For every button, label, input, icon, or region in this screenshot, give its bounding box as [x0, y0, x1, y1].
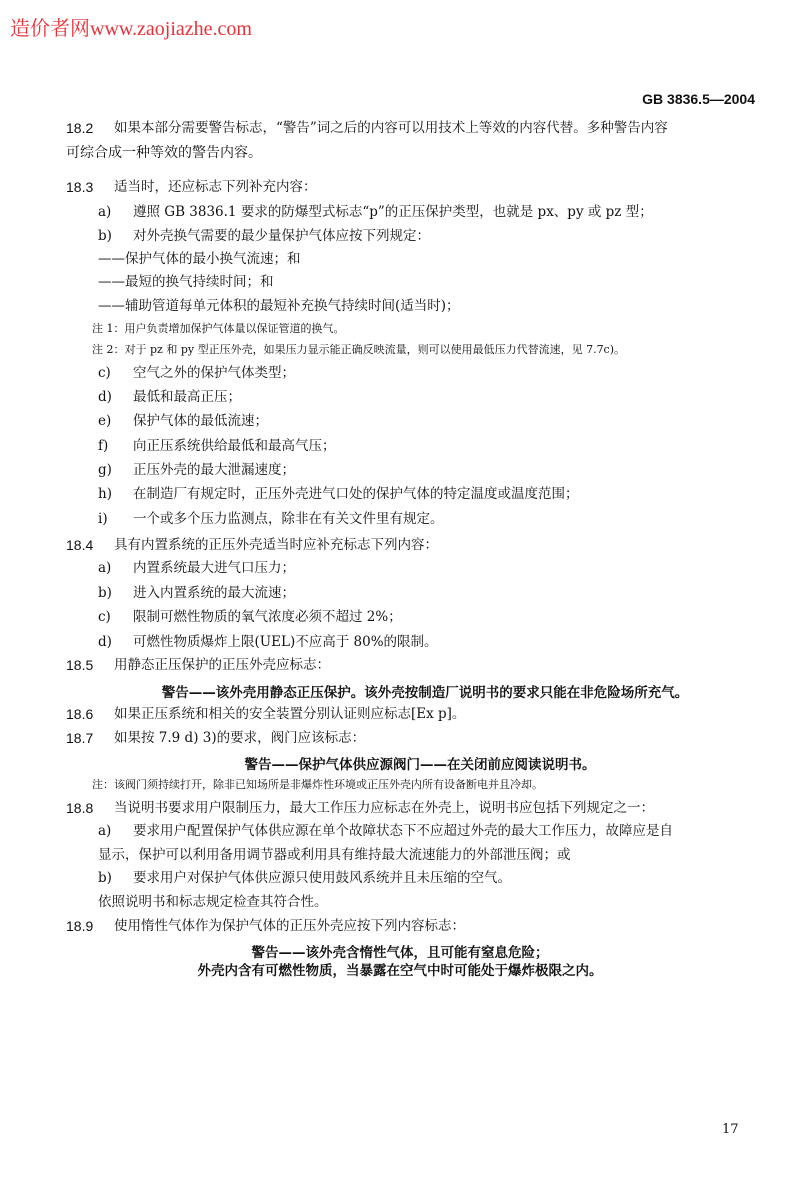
note-text: 注 2：对于 pz 和 py 型正压外壳，如果压力显示能正确反映流量，则可以使用最低压力代替流速，见 7.7c)。 [92, 343, 626, 356]
dash-text: ——最短的换气持续时间；和 [98, 274, 274, 290]
note-text: 注 1：用户负责增加保护气体量以保证管道的换气。 [92, 322, 345, 335]
item-text: 遵照 GB 3836.1 要求的防爆型式标志“p”的正压保护类型，也就是 px、py 或 pz 型； [133, 204, 653, 220]
item-label: h) [98, 486, 112, 502]
note-text: 注：该阀门须持续打开，除非已知场所是非爆炸性环境或正压外壳内所有设备断电并且冷却。 [92, 778, 543, 791]
item-text: 向正压系统供给最低和最高气压； [133, 438, 336, 454]
clause-number: 18.4 [66, 537, 94, 553]
clause-number: 18.5 [66, 657, 94, 673]
clause-text: 适当时，还应标志下列补充内容： [114, 179, 317, 195]
item-label: e) [98, 413, 112, 429]
item-label: c) [98, 365, 111, 381]
item-text: 空气之外的保护气体类型； [133, 365, 295, 381]
clause-number: 18.3 [66, 179, 94, 195]
item-text: 要求用户对保护气体供应源只使用鼓风系统并且未压缩的空气。 [133, 870, 511, 886]
item-label: c) [98, 609, 111, 625]
watermark: 造价者网www.zaojiazhe.com [10, 18, 252, 40]
item-text: 保护气体的最低流速； [133, 413, 268, 429]
item-label: b) [98, 870, 112, 886]
item-label: a) [98, 560, 112, 576]
item-label: f) [98, 438, 109, 454]
clause-text: 如果正压系统和相关的安全装置分别认证则应标志[Ex p]。 [114, 706, 466, 722]
clause-text: 使用惰性气体作为保护气体的正压外壳应按下列内容标志： [114, 918, 465, 934]
clause-number: 18.8 [66, 800, 94, 816]
item-text: 一个或多个压力监测点，除非在有关文件里有规定。 [133, 511, 444, 527]
item-text: 内置系统最大进气口压力； [133, 560, 295, 576]
item-text: 在制造厂有规定时，正压外壳进气口处的保护气体的特定温度或温度范围； [133, 486, 579, 502]
item-text: 限制可燃性物质的氧气浓度必须不超过 2%； [133, 609, 402, 625]
item-text: 可燃性物质爆炸上限(UEL)不应高于 80%的限制。 [133, 634, 438, 650]
clause-text: 当说明书要求用户限制压力，最大工作压力应标志在外壳上，说明书应包括下列规定之一： [114, 800, 654, 816]
clause-text: 具有内置系统的正压外壳适当时应补充标志下列内容： [114, 537, 438, 553]
page-number: 17 [722, 1122, 739, 1137]
clause-text: 依照说明书和标志规定检查其符合性。 [98, 894, 328, 910]
item-text: 显示，保护可以利用备用调节器或利用具有维持最大流速能力的外部泄压阀；或 [98, 847, 571, 863]
dash-text: ——保护气体的最小换气流速；和 [98, 251, 301, 267]
clause-number: 18.6 [66, 706, 94, 722]
item-label: a) [98, 204, 112, 220]
item-text: 要求用户配置保护气体供应源在单个故障状态下不应超过外壳的最大工作压力，故障应是自 [133, 823, 673, 839]
clause-text: 可综合成一种等效的警告内容。 [66, 144, 262, 160]
item-label: g) [98, 462, 112, 478]
clause-number: 18.9 [66, 918, 94, 934]
item-label: d) [98, 389, 112, 405]
item-label: i) [98, 511, 108, 527]
item-text: 对外壳换气需要的最少量保护气体应按下列规定： [133, 228, 430, 244]
warning-text: 警告——保护气体供应源阀门——在关闭前应阅读说明书。 [244, 757, 596, 773]
warning-text: 警告——该外壳含惰性气体，且可能有窒息危险； [251, 945, 549, 961]
item-text: 进入内置系统的最大流速； [133, 585, 295, 601]
item-text: 最低和最高正压； [133, 389, 241, 405]
warning-text: 警告——该外壳用静态正压保护。该外壳按制造厂说明书的要求只能在非危险场所充气。 [161, 685, 689, 701]
item-text: 正压外壳的最大泄漏速度； [133, 462, 295, 478]
dash-text: ——辅助管道每单元体积的最短补充换气持续时间(适当时)； [98, 298, 460, 314]
item-label: b) [98, 228, 112, 244]
clause-number: 18.7 [66, 730, 94, 746]
clause-number: 18.2 [66, 120, 94, 136]
item-label: b) [98, 585, 112, 601]
item-label: a) [98, 823, 112, 839]
warning-text: 外壳内含有可燃性物质，当暴露在空气中时可能处于爆炸极限之内。 [197, 963, 603, 979]
clause-text: 如果本部分需要警告标志，“警告”词之后的内容可以用技术上等效的内容代替。多种警告内容 [114, 120, 668, 136]
clause-text: 如果按 7.9 d) 3)的要求，阀门应该标志： [114, 730, 366, 746]
item-label: d) [98, 634, 112, 650]
standard-number: GB 3836.5—2004 [642, 91, 755, 107]
clause-text: 用静态正压保护的正压外壳应标志： [114, 657, 330, 673]
